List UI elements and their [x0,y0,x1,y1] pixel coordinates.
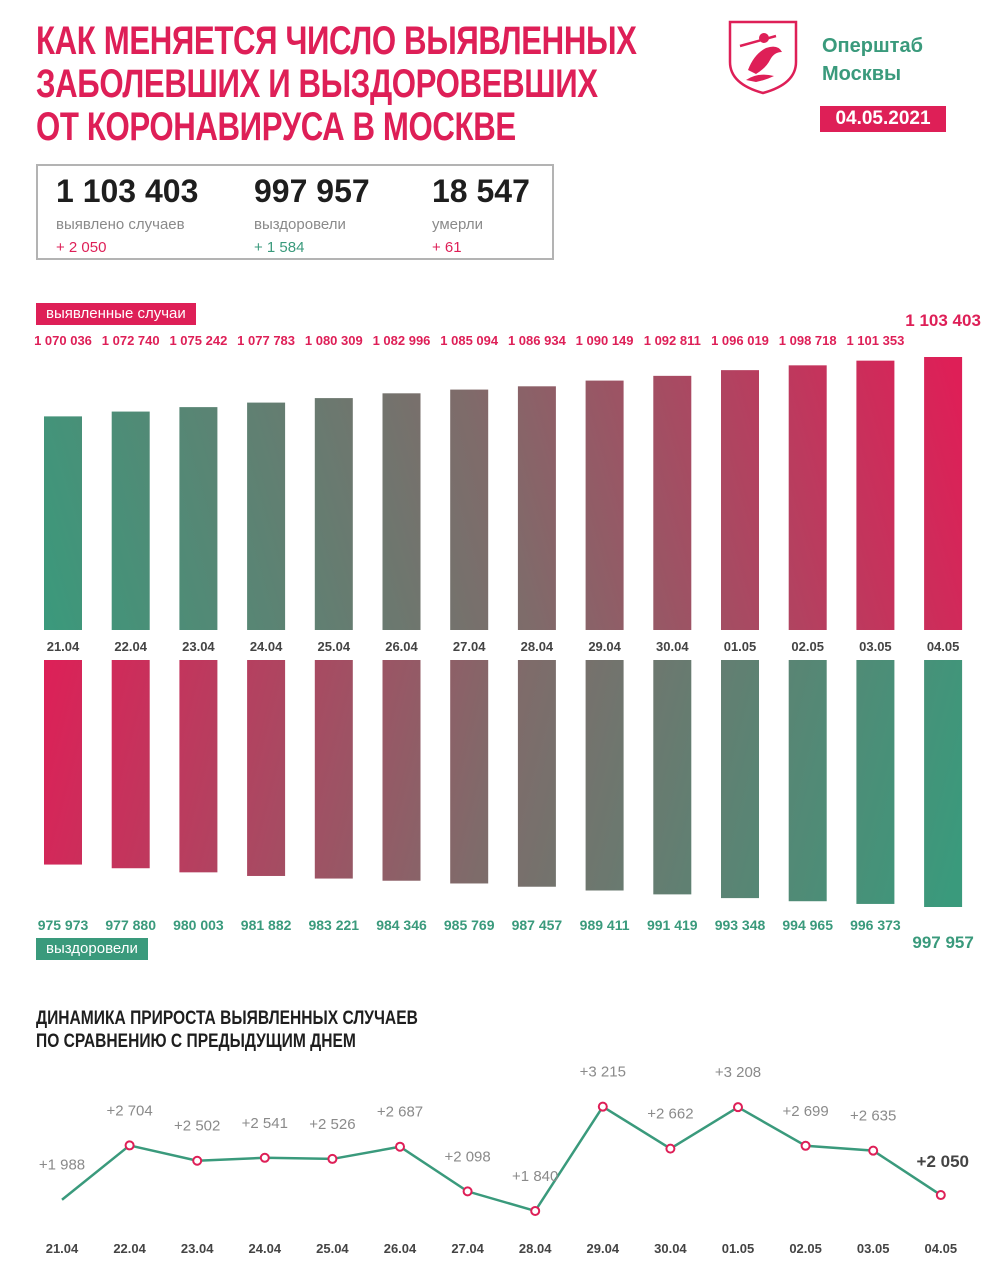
line-date-label: 21.04 [45,1241,79,1256]
cases-bar [789,365,827,630]
date-tick-label: 27.04 [452,639,486,654]
title-line: ОТ КОРОНАВИРУСА В МОСКВЕ [36,105,516,149]
cases-bar [383,393,421,630]
cases-value-label: 1 075 242 [169,333,228,348]
date-tick-label: 21.04 [46,639,80,654]
recovered-value-label: 996 373 [850,917,901,933]
stat-value: 997 957 [254,173,370,209]
cases-value-label: 1 070 036 [34,333,92,348]
recovered-value-label: 984 346 [376,917,427,933]
cases-bar [721,370,759,630]
recovered-value-label: 981 882 [240,917,292,933]
cases-value-label: 1 072 740 [101,333,160,348]
growth-point [328,1155,336,1163]
recovered-bar [44,660,82,865]
date-tick-label: 23.04 [182,639,215,654]
growth-point [734,1103,742,1111]
recovered-bar [924,660,962,907]
growth-value-label: +2 699 [782,1102,829,1120]
recovered-value-label: 993 348 [714,917,766,933]
stat-label: выявлено случаев [56,216,185,233]
date-tick-label: 02.05 [791,639,824,654]
cases-value-label: 1 082 996 [372,333,431,348]
growth-point [666,1145,674,1153]
recovered-value-label: 977 880 [105,917,157,933]
cases-value-label: 1 077 783 [237,333,296,348]
date-tick-label: 29.04 [588,639,621,654]
cases-bar [924,357,962,630]
recovered-value-label: 980 003 [173,917,224,933]
growth-value-label: +2 662 [647,1105,694,1123]
line-date-label: 04.05 [924,1241,958,1256]
cases-value-label: 1 103 403 [905,311,981,330]
cases-bar [653,376,691,630]
growth-value-label: +1 988 [38,1156,86,1174]
growth-point [531,1207,539,1215]
brand-line: Оперштаб [822,35,923,57]
date-axis [47,639,960,654]
recovered-value-label: 987 457 [511,917,563,933]
date-tick-label: 03.05 [859,639,892,654]
growth-value-label: +2 098 [444,1148,491,1166]
growth-point [599,1103,607,1111]
recovered-bar [383,660,421,881]
recovered-bar [721,660,759,898]
growth-value-label: +2 502 [174,1117,221,1135]
growth-point [802,1142,810,1150]
recovered-value-label: 975 973 [37,917,89,933]
cases-bar [179,407,217,630]
line-date-label: 30.04 [654,1241,687,1256]
growth-point [937,1191,945,1199]
recovered-value-label: 985 769 [443,917,495,933]
date-tick-label: 25.04 [317,639,351,654]
recovered-value-label: 997 957 [912,933,974,952]
recovered-bar [518,660,556,887]
title-line: ЗАБОЛЕВШИХ И ВЫЗДОРОВЕВШИХ [36,62,598,106]
line-date-label: 23.04 [180,1241,214,1256]
line-date-label: 22.04 [113,1241,146,1256]
cases-bar-chart [34,311,981,630]
date-tick-label: 24.04 [249,639,283,654]
recovered-value-label: 994 965 [782,917,834,933]
growth-value-label: +2 635 [850,1107,897,1125]
growth-value-label: +2 050 [916,1152,970,1172]
recovered-bar [653,660,691,894]
subtitle-line: ДИНАМИКА ПРИРОСТА ВЫЯВЛЕННЫХ СЛУЧАЕВ [36,1008,418,1029]
recovered-value-label: 991 419 [646,917,698,933]
growth-value-label: +3 215 [579,1063,626,1081]
line-date-label: 02.05 [789,1241,822,1256]
line-date-label: 28.04 [518,1241,552,1256]
line-date-label: 01.05 [721,1241,755,1256]
cases-legend-label: выявленные случаи [36,303,196,325]
growth-point [396,1143,404,1151]
line-date-label: 24.04 [248,1241,282,1256]
line-date-label: 29.04 [586,1241,620,1256]
stat-label: выздоровели [254,216,346,233]
cases-bar [450,390,488,630]
recovered-value-label: 989 411 [579,917,630,933]
recovered-legend-label: выздоровели [36,938,148,960]
stat-label: умерли [432,216,483,233]
recovered-bar-chart [38,660,974,952]
recovered-value-label: 983 221 [308,917,360,933]
growth-point [126,1141,134,1149]
recovered-bar [112,660,150,868]
line-date-label: 27.04 [451,1241,484,1256]
growth-value-label: +3 208 [714,1064,762,1082]
growth-point [464,1187,472,1195]
line-date-label: 26.04 [383,1241,417,1256]
cases-bar [586,381,624,630]
recovered-bar [315,660,353,879]
cases-value-label: 1 086 934 [507,333,566,348]
date-tick-label: 04.05 [926,639,960,654]
recovered-bar [450,660,488,883]
date-tick-label: 30.04 [656,639,689,654]
brand-line: Москвы [822,63,902,85]
cases-bar [44,416,82,630]
line-date-label: 03.05 [856,1241,890,1256]
recovered-bar [586,660,624,891]
cases-bar [112,412,150,630]
stat-value: 1 103 403 [56,173,199,209]
stat-delta: + 1 584 [254,239,305,256]
date-tick-label: 28.04 [520,639,554,654]
line-date-label: 25.04 [316,1241,349,1256]
recovered-bar [247,660,285,876]
subtitle-line: ПО СРАВНЕНИЮ С ПРЕДЫДУЩИМ ДНЕМ [36,1031,356,1052]
cases-value-label: 1 098 718 [778,333,837,348]
date-badge: 04.05.2021 [820,106,946,132]
cases-value-label: 1 085 094 [440,333,499,348]
growth-value-label: +2 687 [376,1103,424,1121]
cases-bar [315,398,353,630]
stat-value: 18 547 [432,173,530,209]
growth-point [261,1154,269,1162]
date-tick-label: 01.05 [723,639,757,654]
stat-delta: + 2 050 [56,239,107,256]
recovered-bar [789,660,827,901]
growth-line-chart [0,1040,986,1270]
cases-value-label: 1 096 019 [711,333,769,348]
growth-value-label: +2 541 [241,1114,288,1132]
cases-value-label: 1 090 149 [575,333,634,348]
cases-value-label: 1 080 309 [304,333,363,348]
cases-value-label: 1 092 811 [643,333,701,348]
cases-bar [247,403,285,630]
growth-value-label: +2 704 [106,1102,153,1120]
growth-point [193,1157,201,1165]
growth-value-label: +2 526 [309,1115,356,1133]
title-line: КАК МЕНЯЕТСЯ ЧИСЛО ВЫЯВЛЕННЫХ [36,19,637,63]
recovered-bar [856,660,894,904]
stat-delta: + 61 [432,239,462,256]
cases-bar [518,386,556,630]
growth-value-label: +1 840 [512,1167,559,1185]
date-tick-label: 22.04 [114,639,147,654]
cases-value-label: 1 101 353 [846,333,905,348]
growth-point [869,1147,877,1155]
date-tick-label: 26.04 [385,639,418,654]
cases-bar [856,361,894,630]
recovered-bar [179,660,217,872]
